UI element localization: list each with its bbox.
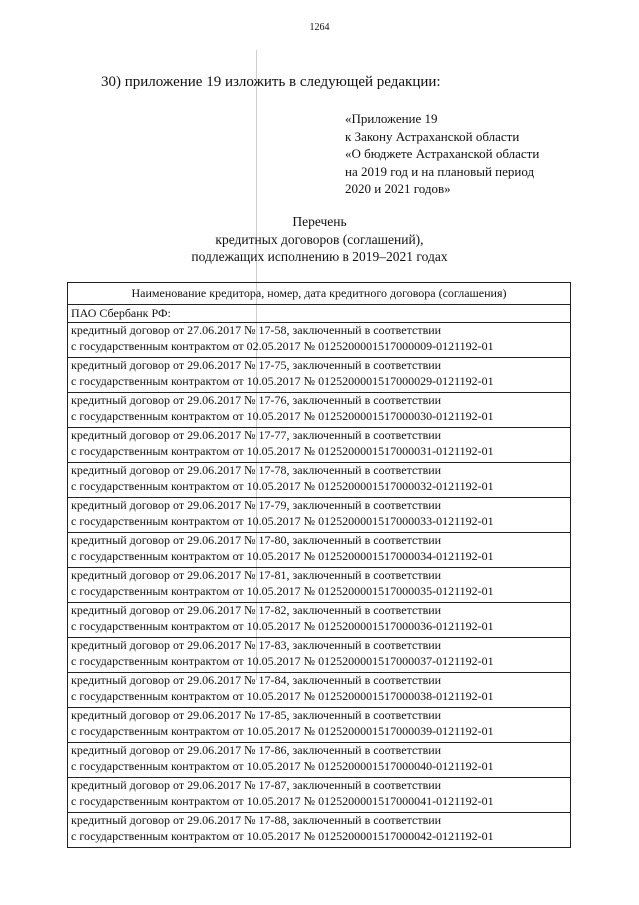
table-row [68, 673, 571, 708]
appendix-header-line: 2020 и 2021 годов» [345, 181, 451, 196]
appendix-header-line: к Закону Астраханской области [345, 128, 520, 144]
table-row [68, 638, 571, 673]
contracts-table [67, 282, 571, 848]
contract-cell [68, 568, 571, 603]
contract-cell [68, 393, 571, 428]
contract-cell [68, 533, 571, 568]
contract-line: кредитный договор от 29.06.2017 № 17-77, заключенный в соответствии [71, 428, 442, 442]
contract-line: с государственным контрактом от 10.05.2017 № 0125200001517000042-0121192-01 [71, 828, 494, 843]
list-title-line: Перечень [292, 214, 347, 229]
contract-line: кредитный договор от 29.06.2017 № 17-88, заключенный в соответствии [71, 813, 442, 827]
contract-cell [68, 743, 571, 778]
appendix-header-line: на 2019 год и на плановый период [345, 163, 535, 179]
contract-line: с государственным контрактом от 10.05.2017 № 0125200001517000040-0121192-01 [71, 758, 494, 773]
contract-line: кредитный договор от 29.06.2017 № 17-78, заключенный в соответствии [71, 463, 442, 477]
contract-line: кредитный договор от 29.06.2017 № 17-81, заключенный в соответствии [71, 568, 442, 582]
contract-line: кредитный договор от 29.06.2017 № 17-80, заключенный в соответствии [71, 533, 442, 547]
contract-line: с государственным контрактом от 10.05.2017 № 0125200001517000041-0121192-01 [71, 793, 494, 808]
amendment-text: 30) приложение 19 изложить в следующей редакции: [101, 74, 441, 90]
table-row [68, 533, 571, 568]
contract-line: кредитный договор от 29.06.2017 № 17-79, заключенный в соответствии [71, 498, 442, 512]
contract-line: с государственным контрактом от 02.05.2017 № 0125200001517000009-0121192-01 [71, 338, 494, 353]
table-row [68, 358, 571, 393]
list-title [0, 213, 639, 266]
contract-line: с государственным контрактом от 10.05.2017 № 0125200001517000032-0121192-01 [71, 478, 494, 493]
contract-line: с государственным контрактом от 10.05.2017 № 0125200001517000034-0121192-01 [71, 548, 494, 563]
table-header: Наименование кредитора, номер, дата кредитного договора (соглашения) [68, 283, 571, 305]
contract-line: кредитный договор от 29.06.2017 № 17-82, заключенный в соответствии [71, 603, 442, 617]
contract-line: с государственным контрактом от 10.05.2017 № 0125200001517000029-0121192-01 [71, 373, 494, 388]
contract-cell [68, 673, 571, 708]
contract-line: кредитный договор от 29.06.2017 № 17-87, заключенный в соответствии [71, 778, 442, 792]
contract-cell [68, 813, 571, 848]
table-row [68, 498, 571, 533]
table-row [68, 428, 571, 463]
contract-line: с государственным контрактом от 10.05.2017 № 0125200001517000035-0121192-01 [71, 583, 494, 598]
contract-cell [68, 603, 571, 638]
table-row [68, 323, 571, 358]
contract-cell [68, 498, 571, 533]
contract-line: кредитный договор от 29.06.2017 № 17-85, заключенный в соответствии [71, 708, 442, 722]
contract-line: кредитный договор от 29.06.2017 № 17-86, заключенный в соответствии [71, 743, 442, 757]
contract-line: с государственным контрактом от 10.05.2017 № 0125200001517000037-0121192-01 [71, 653, 494, 668]
contract-line: с государственным контрактом от 10.05.2017 № 0125200001517000033-0121192-01 [71, 513, 494, 528]
contract-line: кредитный договор от 27.06.2017 № 17-58, заключенный в соответствии [71, 323, 442, 337]
page-number: 1264 [309, 22, 330, 33]
table-row [68, 603, 571, 638]
appendix-header-line: «Приложение 19 [345, 111, 438, 126]
appendix-header-line: «О бюджете Астраханской области [345, 146, 540, 161]
creditor-row [68, 305, 571, 323]
contract-cell [68, 463, 571, 498]
contract-cell [68, 428, 571, 463]
table-header-row [68, 283, 571, 305]
table-row [68, 568, 571, 603]
contract-cell [68, 358, 571, 393]
list-title-line: подлежащих исполнению в 2019–2021 годах [191, 249, 448, 264]
table-row [68, 743, 571, 778]
contract-line: с государственным контрактом от 10.05.2017 № 0125200001517000036-0121192-01 [71, 618, 494, 633]
contract-cell [68, 708, 571, 743]
contract-cell [68, 778, 571, 813]
table-row [68, 778, 571, 813]
contract-line: кредитный договор от 29.06.2017 № 17-83, заключенный в соответствии [71, 638, 442, 652]
appendix-header [345, 110, 539, 198]
list-title-line: кредитных договоров (соглашений), [215, 231, 424, 247]
creditor-name: ПАО Сбербанк РФ: [68, 305, 571, 323]
table-row [68, 463, 571, 498]
contract-line: кредитный договор от 29.06.2017 № 17-84, заключенный в соответствии [71, 673, 442, 687]
contract-line: с государственным контрактом от 10.05.2017 № 0125200001517000039-0121192-01 [71, 723, 494, 738]
table-row [68, 813, 571, 848]
contract-cell [68, 323, 571, 358]
table-row [68, 708, 571, 743]
contract-line: с государственным контрактом от 10.05.2017 № 0125200001517000038-0121192-01 [71, 688, 494, 703]
contract-line: с государственным контрактом от 10.05.2017 № 0125200001517000031-0121192-01 [71, 443, 494, 458]
contract-line: кредитный договор от 29.06.2017 № 17-76, заключенный в соответствии [71, 393, 442, 407]
contract-line: с государственным контрактом от 10.05.2017 № 0125200001517000030-0121192-01 [71, 408, 494, 423]
table-row [68, 393, 571, 428]
contract-cell [68, 638, 571, 673]
contract-line: кредитный договор от 29.06.2017 № 17-75, заключенный в соответствии [71, 358, 442, 372]
